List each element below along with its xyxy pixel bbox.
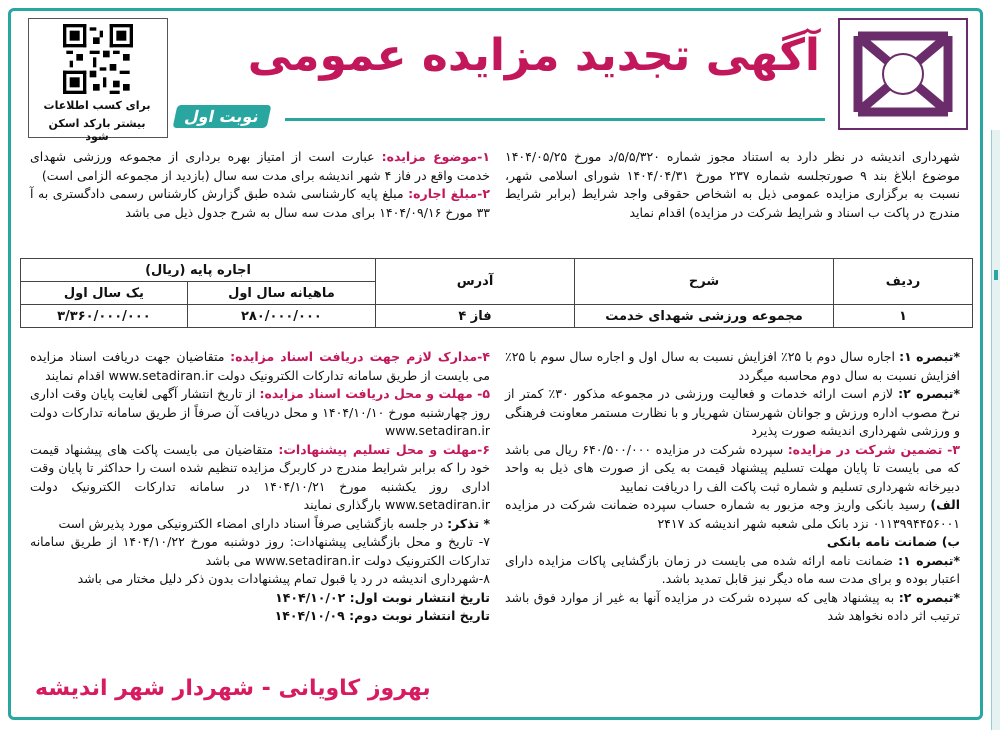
item5 (30, 385, 490, 441)
cell-monthly: ۲۸۰/۰۰۰/۰۰۰ (187, 305, 375, 328)
note-b2-text: به پیشنهاد هایی که سپرده شرکت در مزایده آنها به غیر از موارد فوق باشد ترتیب اثر داده نخواهد شد (505, 589, 960, 623)
note1 (505, 348, 960, 385)
qr-caption-line2: بیشتر بارکد اسکن شود (48, 117, 146, 143)
table-row (21, 305, 973, 328)
rent-text: مبلغ پایه کارشناسی شده طبق گزارش کارشناس رسمی دادگستری به آ ۳۳ مورخ ۱۴۰۴/۰۹/۱۶ برای مدت سه سال به شرح جدول ذیل می باشد (30, 186, 490, 220)
alef-text: رسید بانکی واریز وجه مزبور به شماره حساب سپرده ضمانت شرکت در مزایده ۰۱۱۳۹۹۴۴۵۶۰۰۱ نزد بانک ملی شعبه شهر اندیشه کد ۲۴۱۷ (505, 497, 960, 531)
item4 (30, 348, 490, 385)
cell-address: فاز ۴ (376, 305, 575, 328)
remark-label: * تذکر: (447, 515, 490, 531)
item4-text: متقاضیان جهت دریافت اسناد مزایده می بایست از طریق سامانه تدارکات الکترونیک دولت www.setadiran.ir اقدام نمایند (30, 349, 490, 383)
alef-label: الف) (930, 497, 960, 512)
item6 (30, 441, 490, 515)
publish-date-2: تاریخ انتشار نوبت دوم: ۱۴۰۴/۱۰/۰۹ (274, 608, 490, 623)
item4-label: ۴-مدارک لازم جهت دریافت اسناد مزایده: (230, 349, 490, 364)
auction-table (20, 258, 973, 328)
item8: ۸-شهرداری اندیشه در رد یا قبول تمام پیشنهادات بدون ذکر دلیل مختار می باشد (77, 571, 490, 586)
note1-text: اجاره سال دوم با ۲۵٪ افزایش نسبت به سال اول و اجاره سال سوم با ۲۵٪ افزایش نسبت به سال دوم محاسبه میگردد (505, 349, 960, 383)
cell-yearly: ۳/۳۶۰/۰۰۰/۰۰۰ (21, 305, 188, 328)
logo-emblem-icon (848, 26, 958, 122)
note2-text: لازم است ارائه خدمات و فعالیت ورزشی در مجموعه مذکور ۳۰٪ کمتر از نرخ مصوب اداره ورزش و جوانان شهرستان شهریار و با نظارت مستمر معاونت فرهنگی و ورزشی شهرداری اندیشه صورت پذیرد (505, 386, 960, 438)
right-column (505, 348, 960, 626)
subject-label: ۱-موضوع مزایده: (381, 149, 490, 164)
qr-panel (28, 18, 168, 143)
col-header-yearly: یک سال اول (21, 282, 188, 305)
note-b1 (505, 552, 960, 589)
col-header-address: آدرس (376, 259, 575, 305)
item3-text: سپرده شرکت در مزایده ۶۴۰/۵۰۰/۰۰۰ ریال می باشد که می بایست تا پایان مهلت تسلیم پیشنهاد قیمت به یکی از صورت های ذیل به واحد دبیرخانه شهرداری تسلیم و شماره ثبت پاکت الف را دریافت نمایید (505, 441, 960, 494)
note2 (505, 385, 960, 441)
publish-date-1: تاریخ انتشار نوبت اول: ۱۴۰۴/۱۰/۰۲ (275, 589, 490, 605)
col-header-row: ردیف (834, 259, 973, 305)
note1-label: *تبصره ۱: (899, 349, 960, 364)
note-b1-label: *تبصره ۱: (898, 552, 960, 568)
remark (30, 515, 490, 534)
right-edge-strip (991, 130, 1000, 730)
qr-code-icon[interactable] (63, 24, 133, 94)
alef (505, 496, 960, 533)
remark-text: در جلسه بازگشایی صرفاً اسناد دارای امضاء الکترونیکی مورد پذیرش است (58, 515, 448, 531)
item7: ۷- تاریخ و محل بازگشایی پیشنهادات: روز دوشنبه مورخ ۱۴۰۴/۱۰/۲۲ از طریق سامانه تدارکات الکترونیک دولت www.setadiran.ir می باشد (30, 534, 490, 568)
municipality-logo (838, 18, 968, 130)
item3 (505, 441, 960, 497)
intro-text: شهرداری اندیشه در نظر دارد به استناد مجوز شماره ۵/۵/۳۲۰/د مورخ ۱۴۰۴/۰۵/۲۵ موضوع ابلاغ بند ۹ صورتجلسه شماره ۲۳۷ مورخ ۱۴۰۴/۰۴/۳۱ شورای اسلامی شهر، نسبت به برگزاری مزایده عمومی ذیل به اشخاص حقوقی واجد شرایط (برابر شرایط مندرج در پاکت ب اسناد و شرایط شرکت در مزایده) اقدام نماید (505, 149, 961, 220)
note2-label: *تبصره ۲: (898, 386, 960, 401)
intro-items (30, 148, 490, 222)
rent-label: ۲-مبلغ اجاره: (408, 186, 490, 201)
be-heading: ب) ضمانت نامه بانکی (826, 534, 960, 549)
page-title: آگهی تجدید مزایده عمومی (247, 30, 820, 81)
subject-item (30, 148, 490, 185)
mayor-signature: بهروز کاویانی - شهردار شهر اندیشه (35, 676, 431, 701)
note-b2-label: *تبصره ۲: (898, 589, 960, 605)
note-b1-text: ضمانت نامه ارائه شده می بایست در زمان بازگشایی پاکات مزایده دارای اعتبار بوده و برای مدت سه ماه دیگر نیز قابل تمدید باشد. (505, 552, 960, 586)
subject-text: عبارت است از امتیاز بهره برداری از مجموعه ورزشی شهدای خدمت واقع در فاز ۴ شهر اندیشه برای مدت سه سال (بازدید از مجموعه الزامی است) (30, 149, 490, 183)
note-b2 (505, 589, 960, 626)
title-underline (285, 118, 825, 121)
intro-paragraph (505, 148, 960, 222)
rent-item (30, 185, 490, 222)
col-header-description: شرح (575, 259, 834, 305)
item6-text: متقاضیان می بایست پاکت های پیشنهاد قیمت خود را که برابر شرایط مندرج در کاربرگ مزایده تنظیم شده است را حداکثر تا پایان وقت اداری روز یکشنبه مورخ ۱۴۰۴/۱۰/۲۱ در سامانه تدارکات الکترونیک دولت www.setadiran.ir بارگذاری نمایند (30, 441, 490, 512)
col-header-base-rent: اجاره پایه (ریال) (21, 259, 376, 282)
item5-label: ۵- مهلت و محل دریافت اسناد مزایده: (259, 386, 490, 401)
left-column (30, 348, 490, 626)
cell-description: مجموعه ورزشی شهدای خدمت (575, 305, 834, 328)
qr-caption-line1: برای کسب اطلاعات (43, 99, 151, 112)
cell-row: ۱ (834, 305, 973, 328)
item6-label: ۶-مهلت و محل تسلیم پیشنهادات: (278, 441, 490, 457)
item5-text: از تاریخ انتشار آگهی لغایت پایان وقت اداری روز چهارشنبه مورخ ۱۴۰۴/۱۰/۱۰ و محل دریافت آن صرفاً از طریق سامانه تدارکات دولت www.setadiran.ir (30, 386, 491, 438)
round-badge: نوبت اول (173, 105, 272, 128)
item3-label: ۳- تضمین شرکت در مزایده: (787, 441, 960, 457)
col-header-monthly: ماهیانه سال اول (187, 282, 375, 305)
